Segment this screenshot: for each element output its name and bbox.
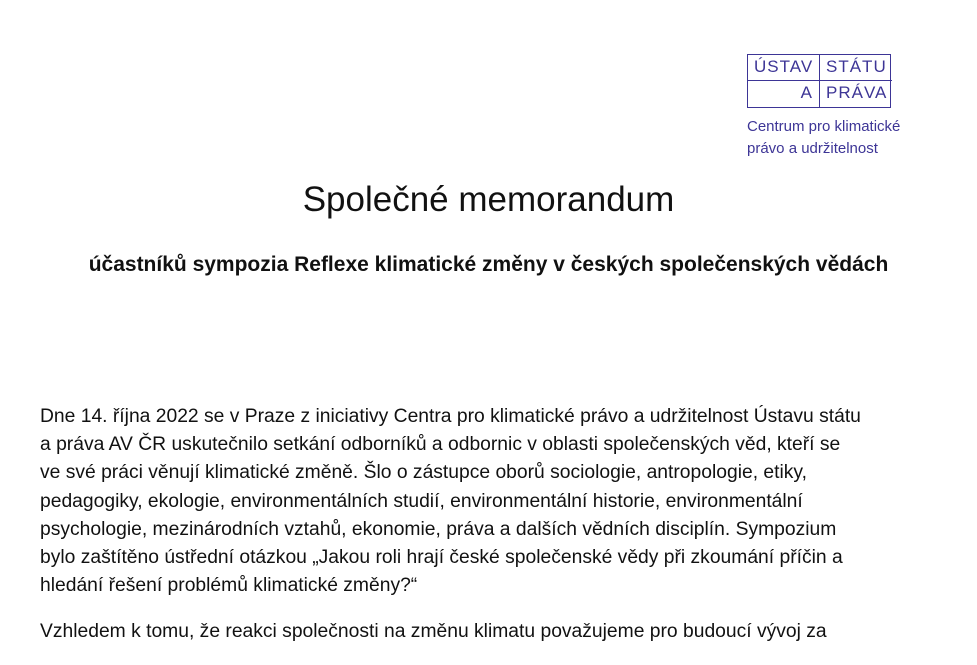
logo-wordmark-grid [747,54,891,108]
paragraph-line: Dne 14. října 2022 se v Praze z iniciativy Centra pro klimatické právo a udržitelnost Ústavu státu [40,406,861,427]
document-title: Společné memorandum [302,180,675,219]
paragraph-line: pedagogiky, ekologie, environmentálních studií, environmentální historie, environmentální [40,490,803,512]
paragraph-line: a práva AV ČR uskutečnilo setkání odborníků a odbornic v oblasti společenských věd, kteří se [40,434,841,456]
paragraph-line: Vzhledem k tomu, že reakci společnosti na změnu klimatu považujeme pro budoucí vývoj za [40,621,827,643]
paragraph [40,618,940,646]
logo-caption [747,116,947,160]
logo-cell-ustav: ÚSTAV [748,55,820,81]
paragraph-line: ve své práci věnují klimatické změně. Šlo o zástupce oborů sociologie, antropologie, etiky, [40,462,808,484]
paragraph [40,403,940,600]
logo-cell-prava: PRÁVA [826,83,888,102]
logo-cell-a: A [748,81,820,107]
institute-logo [747,54,947,160]
logo-caption-line: Centrum pro klimatické [747,118,901,135]
paragraph-line: bylo zaštítěno ústřední otázkou „Jakou roli hrají české společenské vědy při zkoumání příčin a [40,547,843,569]
logo-caption-line: právo a udržitelnost [747,140,878,157]
paragraph-line: hledání řešení problémů klimatické změny?“ [40,575,418,597]
paragraph-line: psychologie, mezinárodních vztahů, ekonomie, práva a dalších vědních disciplín. Sympozium [40,518,837,540]
document-subtitle: účastníků sympozia Reflexe klimatické změny v českých společenských vědách [88,253,889,276]
logo-cell-statu: STÁTU [820,55,892,81]
document-body [40,403,940,665]
